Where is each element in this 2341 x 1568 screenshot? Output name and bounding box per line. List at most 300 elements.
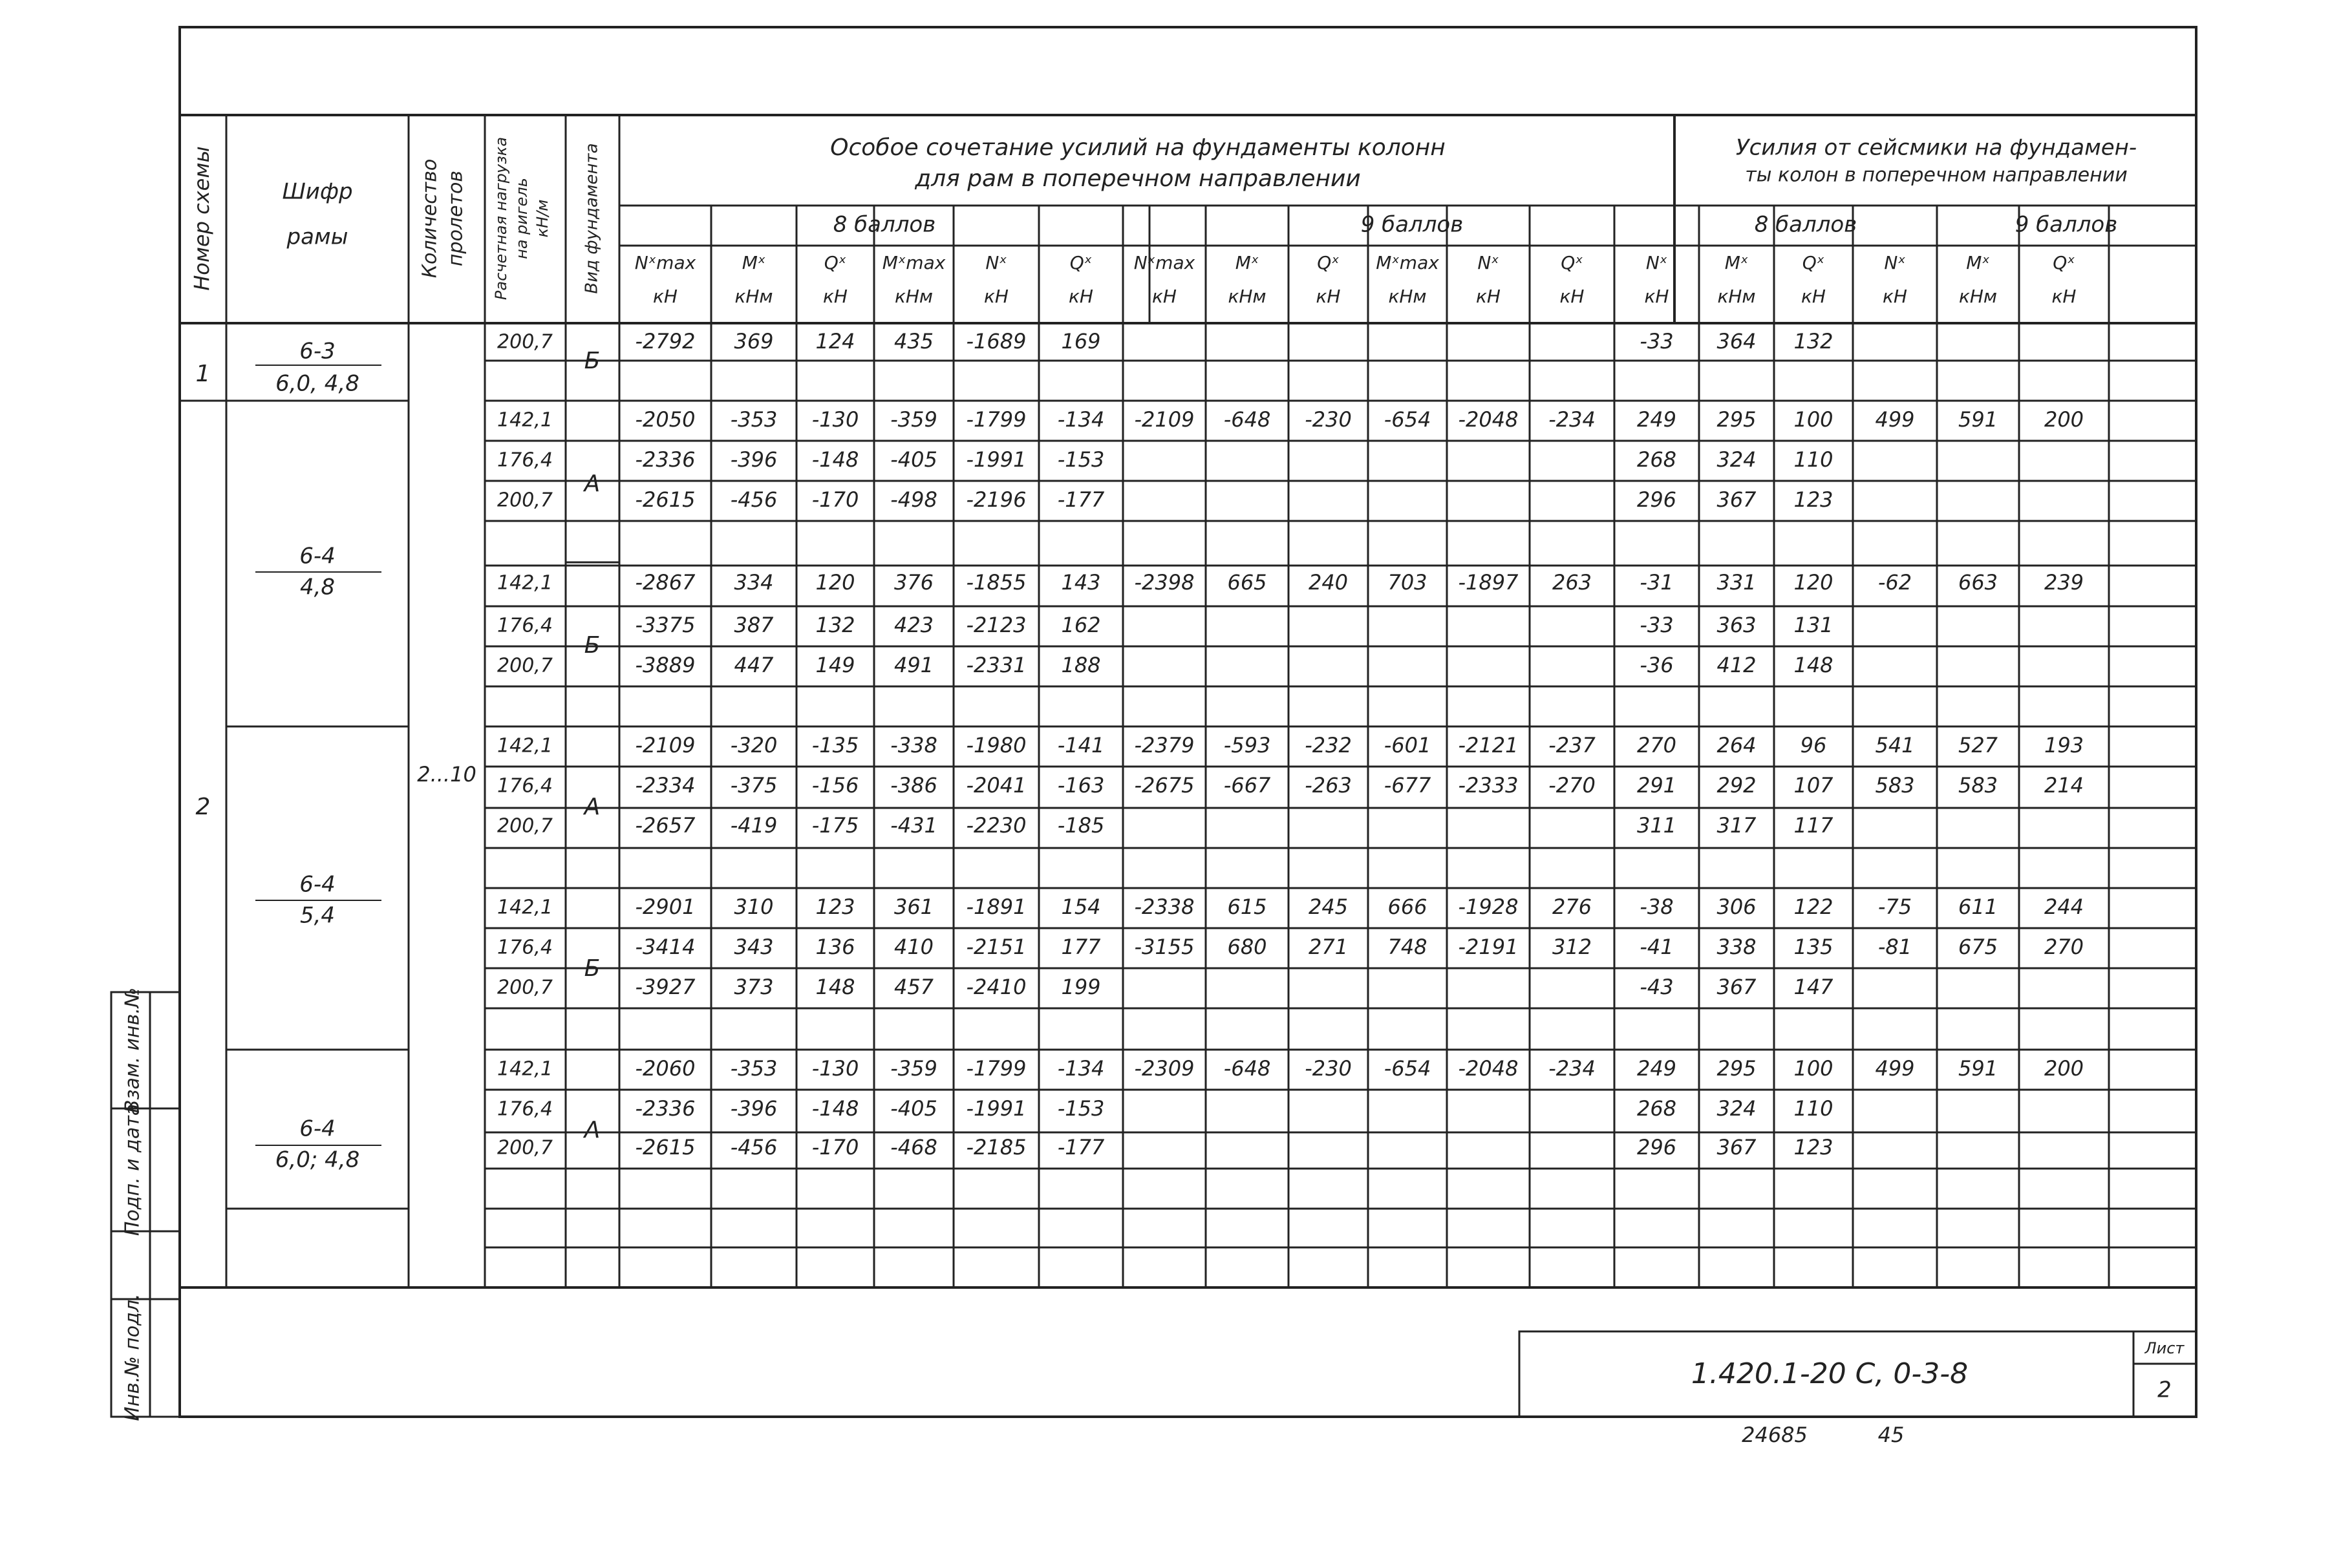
force-value: 110 — [1793, 1096, 1833, 1121]
force-value: 135 — [1793, 935, 1833, 959]
design-load-value: 142,1 — [497, 1057, 553, 1081]
force-value: -431 — [890, 813, 937, 838]
design-load-value: 200,7 — [497, 814, 553, 838]
force-value: -419 — [730, 813, 778, 838]
force-value: -2867 — [635, 570, 696, 595]
force-value: -601 — [1384, 733, 1431, 758]
page-number: 45 — [1877, 1423, 1905, 1447]
design-load-value: 176,4 — [497, 614, 553, 637]
force-value: 663 — [1958, 570, 1998, 595]
force-value: 324 — [1716, 447, 1757, 472]
force-value: -1991 — [966, 1096, 1027, 1121]
force-value: -498 — [890, 487, 937, 512]
force-value: 249 — [1636, 1056, 1677, 1081]
force-value: 296 — [1636, 487, 1677, 512]
force-value: -654 — [1384, 1056, 1431, 1081]
spans-value: 2...10 — [417, 762, 476, 787]
force-value: -153 — [1057, 1096, 1105, 1121]
foundation-type-value: А — [584, 794, 601, 820]
force-value: 369 — [734, 329, 774, 354]
force-value: 499 — [1875, 407, 1915, 432]
header-frame-code: Шифр — [282, 178, 353, 205]
force-value: -353 — [730, 1056, 778, 1081]
force-value: -148 — [811, 1096, 859, 1121]
force-value: 245 — [1308, 895, 1349, 919]
force-value: -2151 — [966, 935, 1027, 959]
force-value: -270 — [1548, 773, 1596, 798]
band-8-points: 8 баллов — [833, 211, 936, 238]
force-value: 343 — [734, 935, 774, 959]
force-value: -396 — [730, 447, 778, 472]
force-value: 611 — [1958, 895, 1998, 919]
force-value: 143 — [1061, 570, 1101, 595]
force-value: -359 — [890, 1056, 937, 1081]
column-unit: кНм — [734, 286, 773, 307]
force-value: -2185 — [966, 1135, 1027, 1160]
force-value: 310 — [734, 895, 774, 919]
force-value: -141 — [1057, 733, 1105, 758]
column-symbol: Nˣmax — [1133, 252, 1195, 273]
force-value: -148 — [811, 447, 859, 472]
column-symbol: Nˣmax — [634, 252, 696, 273]
force-value: -1855 — [966, 570, 1027, 595]
force-value: 268 — [1636, 1096, 1677, 1121]
force-value: 263 — [1552, 570, 1592, 595]
force-value: -2191 — [1458, 935, 1519, 959]
force-value: 124 — [815, 329, 855, 354]
force-value: 361 — [893, 895, 934, 919]
force-value: -75 — [1877, 895, 1912, 919]
force-value: -468 — [890, 1135, 937, 1160]
force-value: -62 — [1877, 570, 1912, 595]
force-value: 100 — [1793, 407, 1833, 432]
force-value: -130 — [811, 1056, 859, 1081]
header-frame-code: рамы — [286, 224, 348, 250]
force-value: -2050 — [635, 407, 696, 432]
force-value: 199 — [1061, 975, 1101, 999]
force-value: -2123 — [966, 613, 1027, 637]
force-value: 311 — [1636, 813, 1677, 838]
force-value: -153 — [1057, 447, 1105, 472]
design-load-value: 200,7 — [497, 1136, 553, 1160]
force-value: 367 — [1716, 487, 1757, 512]
force-value: 583 — [1958, 773, 1998, 798]
force-value: 527 — [1958, 733, 1998, 758]
force-value: -2309 — [1134, 1056, 1195, 1081]
force-value: 541 — [1875, 733, 1915, 758]
side-stamp-inv: Инв.№ подл. — [121, 1293, 144, 1421]
force-value: -3889 — [635, 653, 696, 677]
force-value: 162 — [1061, 613, 1101, 637]
force-value: 457 — [893, 975, 934, 999]
special-combination-title: для рам в поперечном направлении — [915, 165, 1361, 192]
force-value: -456 — [730, 1135, 778, 1160]
force-value: -648 — [1223, 1056, 1271, 1081]
force-value: 117 — [1793, 813, 1833, 838]
design-load-value: 142,1 — [497, 408, 553, 432]
force-value: -263 — [1305, 773, 1352, 798]
scheme-number: 2 — [195, 794, 211, 820]
column-symbol: Qˣ — [1561, 252, 1583, 273]
force-value: -405 — [890, 1096, 937, 1121]
column-unit: кНм — [1958, 286, 1998, 307]
force-value: -1891 — [966, 895, 1027, 919]
force-value: 410 — [893, 935, 934, 959]
seismic-title: ты колон в поперечном направлении — [1745, 164, 2128, 187]
force-value: -234 — [1548, 1056, 1596, 1081]
force-value: 239 — [2044, 570, 2084, 595]
design-load-value: 176,4 — [497, 449, 553, 472]
side-stamp-replace: Взам. инв.№ — [121, 987, 144, 1114]
table-text — [122, 134, 2185, 1447]
force-value: -230 — [1305, 1056, 1352, 1081]
force-value: 591 — [1958, 407, 1998, 432]
force-value: -1799 — [966, 407, 1027, 432]
header-design-load: на ригель — [513, 178, 531, 259]
column-unit: кНм — [1228, 286, 1267, 307]
force-value: 447 — [734, 653, 774, 677]
force-value: -2398 — [1134, 570, 1195, 595]
force-value: -3155 — [1134, 935, 1195, 959]
force-value: -2410 — [966, 975, 1027, 999]
frame-code: 6-3 — [299, 338, 336, 365]
column-unit: кН — [823, 286, 848, 307]
force-value: 120 — [815, 570, 855, 595]
force-value: -677 — [1384, 773, 1431, 798]
force-value: -648 — [1223, 407, 1271, 432]
header-design-load: Расчетная нагрузка — [492, 136, 510, 301]
force-value: -1980 — [966, 733, 1027, 758]
column-symbol: Qˣ — [824, 252, 847, 273]
force-value: 110 — [1793, 447, 1833, 472]
force-value: 271 — [1308, 935, 1349, 959]
force-value: 169 — [1061, 329, 1101, 354]
archive-number: 24685 — [1742, 1423, 1808, 1447]
column-symbol: Nˣ — [985, 252, 1007, 273]
force-value: 591 — [1958, 1056, 1998, 1081]
design-load-value: 176,4 — [497, 774, 553, 798]
force-value: 423 — [893, 613, 934, 637]
column-unit: кН — [1476, 286, 1501, 307]
column-unit: кН — [1152, 286, 1177, 307]
column-unit: кН — [1316, 286, 1341, 307]
column-unit: кН — [984, 286, 1009, 307]
force-value: 193 — [2044, 733, 2084, 758]
force-value: 435 — [893, 329, 934, 354]
force-value: -2901 — [635, 895, 696, 919]
frame-code: 6,0, 4,8 — [275, 370, 359, 397]
seismic-title: Усилия от сейсмики на фундамен- — [1735, 134, 2137, 161]
column-unit: кНм — [1717, 286, 1756, 307]
band-8-points-seismic: 8 баллов — [1754, 211, 1857, 238]
force-value: -2041 — [966, 773, 1027, 798]
force-value: -135 — [811, 733, 859, 758]
force-value: 317 — [1716, 813, 1757, 838]
force-value: -2615 — [635, 487, 696, 512]
force-value: -1928 — [1458, 895, 1519, 919]
force-value: -2060 — [635, 1056, 696, 1081]
force-value: 334 — [734, 570, 774, 595]
force-value: 615 — [1227, 895, 1267, 919]
column-symbol: Qˣ — [1317, 252, 1340, 273]
force-value: 177 — [1061, 935, 1101, 959]
column-symbol: Mˣ — [1724, 252, 1749, 273]
force-value: -41 — [1640, 935, 1674, 959]
force-value: -2615 — [635, 1135, 696, 1160]
force-value: 675 — [1958, 935, 1998, 959]
force-value: 491 — [893, 653, 934, 677]
force-value: -2336 — [635, 447, 696, 472]
force-value: -130 — [811, 407, 859, 432]
force-value: -170 — [811, 487, 859, 512]
design-load-value: 200,7 — [497, 976, 553, 999]
force-value: -163 — [1057, 773, 1105, 798]
force-value: -375 — [730, 773, 778, 798]
header-foundation-type: Вид фундамента — [582, 143, 602, 294]
doc-code: 1.420.1-20 С, 0-3-8 — [1691, 1357, 1969, 1390]
scheme-number: 1 — [195, 361, 211, 387]
force-value: 149 — [815, 653, 855, 677]
header-design-load: кН/м — [533, 199, 551, 238]
header-spans-count: Количество — [418, 158, 442, 279]
column-unit: кН — [1644, 286, 1669, 307]
force-value: -2048 — [1458, 407, 1519, 432]
force-value: 296 — [1636, 1135, 1677, 1160]
column-symbol: Qˣ — [1069, 252, 1093, 273]
force-value: -36 — [1640, 653, 1674, 677]
force-value: -2675 — [1134, 773, 1195, 798]
force-value: -177 — [1057, 487, 1105, 512]
sheet-number: 2 — [2157, 1377, 2172, 1403]
design-load-value: 200,7 — [497, 489, 553, 512]
force-value: -2657 — [635, 813, 696, 838]
force-value: 306 — [1716, 895, 1757, 919]
force-value: -320 — [730, 733, 778, 758]
force-value: -593 — [1223, 733, 1271, 758]
force-value: -1689 — [966, 329, 1027, 354]
force-value: 331 — [1716, 570, 1757, 595]
frame-code: 4,8 — [299, 574, 336, 600]
column-symbol: Mˣ — [742, 252, 766, 273]
force-value: 96 — [1800, 733, 1827, 758]
force-value: 363 — [1716, 613, 1757, 637]
force-value: -156 — [811, 773, 859, 798]
foundation-type-value: Б — [584, 632, 601, 659]
column-unit: кН — [1069, 286, 1093, 307]
column-symbol: Mˣ — [1966, 252, 1990, 273]
force-value: -3375 — [635, 613, 696, 637]
design-load-value: 142,1 — [497, 571, 553, 595]
force-value: 200 — [2044, 1056, 2084, 1081]
force-value: 188 — [1061, 653, 1101, 677]
force-value: -2379 — [1134, 733, 1195, 758]
force-value: -2230 — [966, 813, 1027, 838]
design-load-value: 200,7 — [497, 330, 553, 354]
force-value: 136 — [815, 935, 855, 959]
force-value: -185 — [1057, 813, 1105, 838]
frame-code: 6-4 — [299, 871, 336, 898]
column-symbol: Nˣ — [1884, 252, 1906, 273]
force-value: -3927 — [635, 975, 696, 999]
force-value: 123 — [1793, 487, 1833, 512]
side-stamp-sign: Подп. и дата — [121, 1103, 144, 1236]
force-value: -43 — [1640, 975, 1674, 999]
force-value: 324 — [1716, 1096, 1757, 1121]
force-value: -2109 — [1134, 407, 1195, 432]
force-value: -386 — [890, 773, 937, 798]
force-value: -38 — [1640, 895, 1674, 919]
force-value: 373 — [734, 975, 774, 999]
band-9-points: 9 баллов — [1360, 211, 1464, 238]
force-value: -230 — [1305, 407, 1352, 432]
frame-code: 5,4 — [299, 902, 336, 929]
force-value: 122 — [1793, 895, 1833, 919]
force-value: 123 — [1793, 1135, 1833, 1160]
foundation-type-value: Б — [584, 348, 601, 374]
force-value: -2121 — [1458, 733, 1519, 758]
force-value: -1897 — [1458, 570, 1519, 595]
force-value: -2196 — [966, 487, 1027, 512]
force-value: -667 — [1223, 773, 1271, 798]
force-value: 123 — [815, 895, 855, 919]
design-load-value: 142,1 — [497, 734, 553, 758]
force-value: -175 — [811, 813, 859, 838]
force-value: -2331 — [966, 653, 1027, 677]
column-symbol: Mˣ — [1235, 252, 1259, 273]
force-value: -2109 — [635, 733, 696, 758]
force-value: 276 — [1552, 895, 1592, 919]
force-value: -456 — [730, 487, 778, 512]
force-value: -338 — [890, 733, 937, 758]
force-value: 680 — [1227, 935, 1267, 959]
force-value: -234 — [1548, 407, 1596, 432]
force-value: -2048 — [1458, 1056, 1519, 1081]
force-value: 132 — [815, 613, 855, 637]
special-combination-title: Особое сочетание усилий на фундаменты колонн — [830, 134, 1446, 161]
force-value: 499 — [1875, 1056, 1915, 1081]
force-value: 703 — [1387, 570, 1427, 595]
force-value: -232 — [1305, 733, 1352, 758]
column-symbol: Nˣ — [1645, 252, 1668, 273]
force-value: 387 — [734, 613, 774, 637]
column-symbol: Mˣmax — [1376, 252, 1439, 273]
force-value: 295 — [1716, 407, 1757, 432]
force-value: 131 — [1793, 613, 1833, 637]
force-value: 148 — [1793, 653, 1833, 677]
force-value: 367 — [1716, 1135, 1757, 1160]
foundation-type-value: Б — [584, 955, 601, 982]
force-value: -2792 — [635, 329, 696, 354]
force-value: 240 — [1308, 570, 1349, 595]
force-value: -31 — [1640, 570, 1674, 595]
force-value: -81 — [1877, 935, 1912, 959]
force-value: -33 — [1640, 329, 1674, 354]
force-value: -2336 — [635, 1096, 696, 1121]
force-value: -353 — [730, 407, 778, 432]
force-value: -2334 — [635, 773, 696, 798]
foundation-type-value: А — [584, 1117, 601, 1143]
force-value: 107 — [1793, 773, 1833, 798]
force-value: 132 — [1793, 329, 1833, 354]
header-spans-count: пролетов — [444, 170, 467, 267]
force-value: 295 — [1716, 1056, 1757, 1081]
force-value: 148 — [815, 975, 855, 999]
force-value: -2333 — [1458, 773, 1519, 798]
force-value: -2338 — [1134, 895, 1195, 919]
force-value: 367 — [1716, 975, 1757, 999]
force-value: -134 — [1057, 1056, 1105, 1081]
force-value: 312 — [1552, 935, 1592, 959]
force-value: -3414 — [635, 935, 696, 959]
column-symbol: Mˣmax — [882, 252, 946, 273]
force-value: 120 — [1793, 570, 1833, 595]
column-unit: кН — [2051, 286, 2077, 307]
force-value: -405 — [890, 447, 937, 472]
force-value: -396 — [730, 1096, 778, 1121]
force-value: -134 — [1057, 407, 1105, 432]
force-value: 583 — [1875, 773, 1915, 798]
column-unit: кН — [1883, 286, 1907, 307]
force-value: 270 — [2044, 935, 2084, 959]
force-value: 244 — [2044, 895, 2084, 919]
force-value: -1799 — [966, 1056, 1027, 1081]
force-value: 200 — [2044, 407, 2084, 432]
force-value: -33 — [1640, 613, 1674, 637]
force-value: -1991 — [966, 447, 1027, 472]
frame-code: 6-4 — [299, 543, 336, 569]
frame-code: 6-4 — [299, 1116, 336, 1142]
force-value: 364 — [1716, 329, 1757, 354]
column-unit: кН — [653, 286, 678, 307]
column-unit: кНм — [894, 286, 934, 307]
band-9-points-seismic: 9 баллов — [2015, 211, 2118, 238]
column-symbol: Qˣ — [1802, 252, 1825, 273]
force-value: -237 — [1548, 733, 1596, 758]
force-value: 666 — [1387, 895, 1427, 919]
force-value: 264 — [1716, 733, 1757, 758]
force-value: 292 — [1716, 773, 1757, 798]
sheet-label: Лист — [2144, 1339, 2185, 1357]
force-value: 154 — [1061, 895, 1101, 919]
design-load-value: 200,7 — [497, 654, 553, 677]
force-value: -359 — [890, 407, 937, 432]
column-unit: кН — [1801, 286, 1826, 307]
force-value: 100 — [1793, 1056, 1833, 1081]
force-value: 268 — [1636, 447, 1677, 472]
force-value: 270 — [1636, 733, 1677, 758]
design-load-value: 176,4 — [497, 1097, 553, 1121]
force-value: 291 — [1636, 773, 1677, 798]
force-value: 376 — [893, 570, 934, 595]
force-value: 665 — [1227, 570, 1267, 595]
frame-code: 6,0; 4,8 — [275, 1147, 360, 1173]
force-value: 147 — [1793, 975, 1833, 999]
design-load-value: 176,4 — [497, 936, 553, 959]
column-symbol: Nˣ — [1477, 252, 1499, 273]
column-unit: кН — [1559, 286, 1585, 307]
force-value: 338 — [1716, 935, 1757, 959]
force-value: 214 — [2044, 773, 2084, 798]
force-value: 249 — [1636, 407, 1677, 432]
design-load-value: 142,1 — [497, 896, 553, 919]
force-value: 412 — [1716, 653, 1757, 677]
column-symbol: Qˣ — [2053, 252, 2075, 273]
header-scheme-no: Номер схемы — [189, 146, 214, 291]
force-value: -654 — [1384, 407, 1431, 432]
force-value: -177 — [1057, 1135, 1105, 1160]
column-unit: кНм — [1388, 286, 1427, 307]
force-value: -170 — [811, 1135, 859, 1160]
